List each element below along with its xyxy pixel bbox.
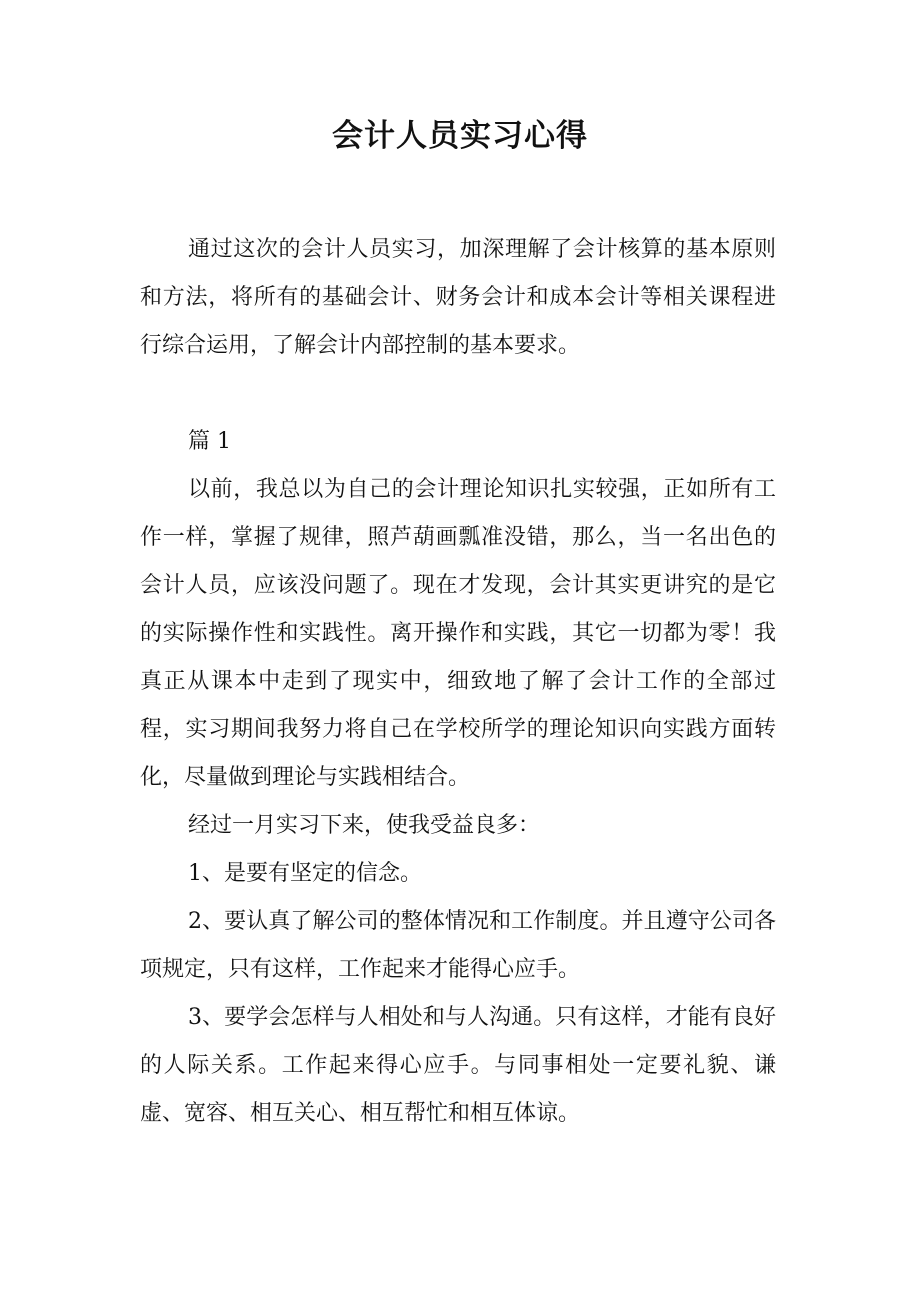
paragraph-spacer <box>140 370 776 418</box>
section-label: 篇 1 <box>188 429 231 454</box>
body-paragraph: 以前，我总以为自己的会计理论知识扎实较强，正如所有工作一样，掌握了规律，照芦葫画瓢准没错，那么，当一名出色的会计人员，应该没问题了。现在才发现，会计其实更讲究的是它的实际操作性和实践性。离开操作和实践，其它一切都为零！我真正从课本中走到了现实中，细致地了解了会计工作的全部过程，实习期间我努力将自己在学校所学的理论知识向实践方面转化，尽量做到理论与实践相结合。 <box>140 477 776 790</box>
body-paragraph: 经过一月实习下来，使我受益良多： <box>188 813 541 838</box>
document-title: 会计人员实习心得 <box>332 118 588 154</box>
list-item: 3、要学会怎样与人相处和与人沟通。只有这样，才能有良好的人际关系。工作起来得心应手。与同事相处一定要礼貌、谦虚、宽容、相互关心、相互帮忙和相互体谅。 <box>140 1005 776 1126</box>
list-item: 1、是要有坚定的信念。 <box>188 861 422 886</box>
list-item: 2、要认真了解公司的整体情况和工作制度。并且遵守公司各项规定，只有这样，工作起来才能得心应手。 <box>140 909 776 982</box>
document-body <box>140 226 776 1138</box>
intro-paragraph: 通过这次的会计人员实习，加深理解了会计核算的基本原则和方法，将所有的基础会计、财务会计和成本会计等相关课程进行综合运用，了解会计内部控制的基本要求。 <box>140 237 776 358</box>
